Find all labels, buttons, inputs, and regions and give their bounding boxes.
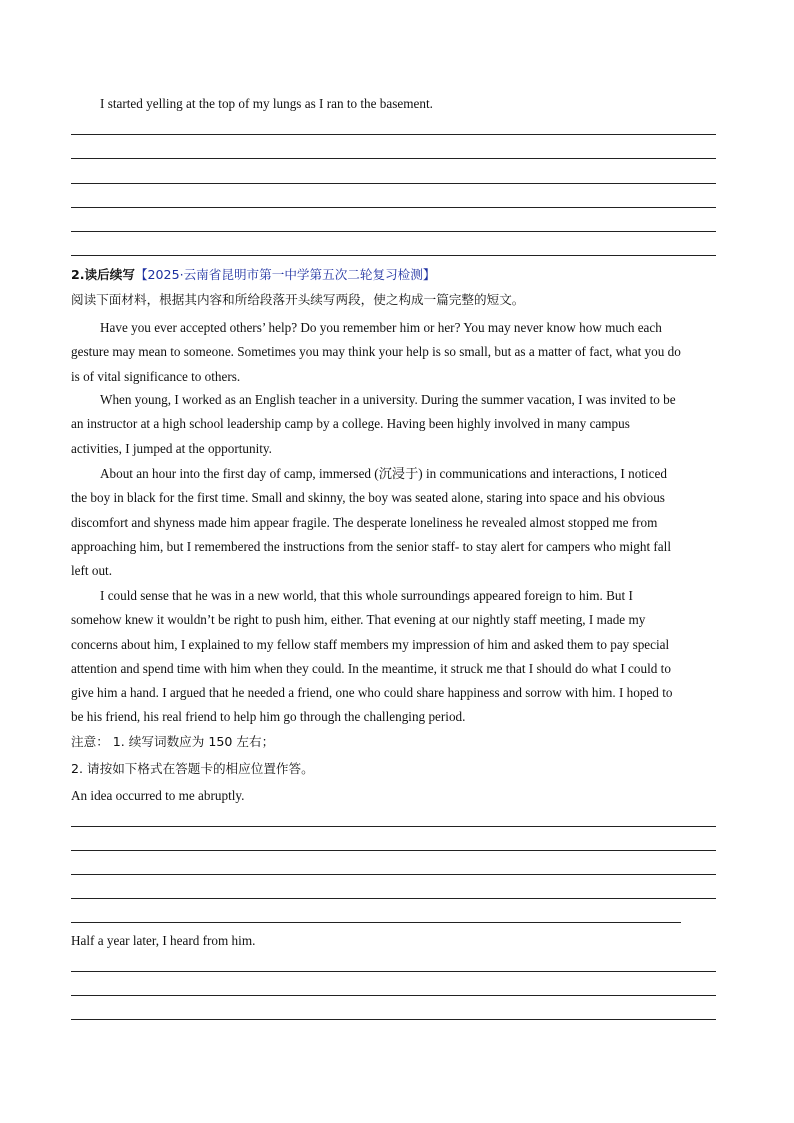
answer-line[interactable] bbox=[71, 826, 716, 827]
note-answer-format: 2. 请按如下格式在答题卡的相应位置作答。 bbox=[71, 761, 314, 776]
passage-paragraph-3 bbox=[71, 462, 721, 583]
writing-line bbox=[71, 207, 716, 208]
question-source: 【2025·云南省昆明市第一中学第五次二轮复习检测】 bbox=[134, 267, 436, 282]
writing-line bbox=[71, 134, 716, 135]
passage-line: is of vital significance to others. bbox=[71, 368, 241, 384]
question-instruction: 阅读下面材料，根据其内容和所给段落开头续写两段，使之构成一篇完整的短文。 bbox=[71, 292, 525, 307]
passage-line: attention and spend time with him when they could. In the meantime, it struck me that I should do what I could to bbox=[71, 660, 671, 676]
paragraph-starter-1: An idea occurred to me abruptly. bbox=[71, 788, 245, 803]
passage-line: concerns about him, I explained to my fellow staff members my impression of him and asked them to pay special bbox=[71, 636, 670, 652]
passage-line: I could sense that he was in a new world, that this whole surroundings appeared foreign to him. But I bbox=[100, 588, 633, 603]
answer-line[interactable] bbox=[71, 1019, 716, 1020]
question-number: 2.读后续写 bbox=[71, 267, 135, 282]
passage-line: Have you ever accepted others’ help? Do you remember him or her? You may never know how much each bbox=[100, 320, 662, 335]
passage-paragraph-1 bbox=[71, 316, 721, 389]
passage-line: About an hour into the first day of camp, immersed (沉浸于) in communications and interactions, I noticed bbox=[100, 466, 667, 481]
passage-line: activities, I jumped at the opportunity. bbox=[71, 440, 272, 456]
passage-line: left out. bbox=[71, 563, 113, 579]
prev-paragraph-starter: I started yelling at the top of my lungs as I ran to the basement. bbox=[100, 96, 433, 111]
passage-line: an instructor at a high school leadership camp by a college. Having been highly involved in many campus bbox=[71, 416, 630, 432]
passage-line: the boy in black for the first time. Small and skinny, the boy was seated alone, staring into space and his obvious bbox=[71, 490, 665, 506]
writing-line bbox=[71, 231, 716, 232]
note-word-count: 注意： 1. 续写词数应为 150 左右； bbox=[71, 734, 275, 749]
answer-line[interactable] bbox=[71, 922, 681, 923]
answer-line[interactable] bbox=[71, 850, 716, 851]
writing-line bbox=[71, 255, 716, 256]
passage-line: When young, I worked as an English teacher in a university. During the summer vacation, I was invited to be bbox=[100, 392, 676, 407]
passage-line: discomfort and shyness made him appear fragile. The desperate loneliness he revealed almost stopped me from bbox=[71, 514, 658, 530]
answer-line[interactable] bbox=[71, 898, 716, 899]
passage-line: be his friend, his real friend to help him go through the challenging period. bbox=[71, 709, 466, 725]
answer-line[interactable] bbox=[71, 995, 716, 996]
passage-paragraph-4 bbox=[71, 584, 721, 730]
answer-line[interactable] bbox=[71, 971, 716, 972]
question-header bbox=[71, 263, 721, 287]
passage-line: approaching him, but I remembered the instructions from the senior staff- to stay alert for campers who might fall bbox=[71, 538, 671, 554]
paragraph-starter-2: Half a year later, I heard from him. bbox=[71, 933, 256, 948]
passage-line: somehow knew it wouldn’t be right to push him, either. That evening at our nightly staff meeting, I made my bbox=[71, 612, 646, 628]
passage-line: gesture may mean to someone. Sometimes you may think your help is so small, but as a matter of fact, what you do bbox=[71, 344, 681, 360]
passage-line: give him a hand. I argued that he needed a friend, one who could share happiness and sorrow with him. I hoped to bbox=[71, 685, 673, 701]
answer-line[interactable] bbox=[71, 874, 716, 875]
passage-paragraph-2 bbox=[71, 388, 721, 461]
writing-line bbox=[71, 183, 716, 184]
writing-line bbox=[71, 158, 716, 159]
